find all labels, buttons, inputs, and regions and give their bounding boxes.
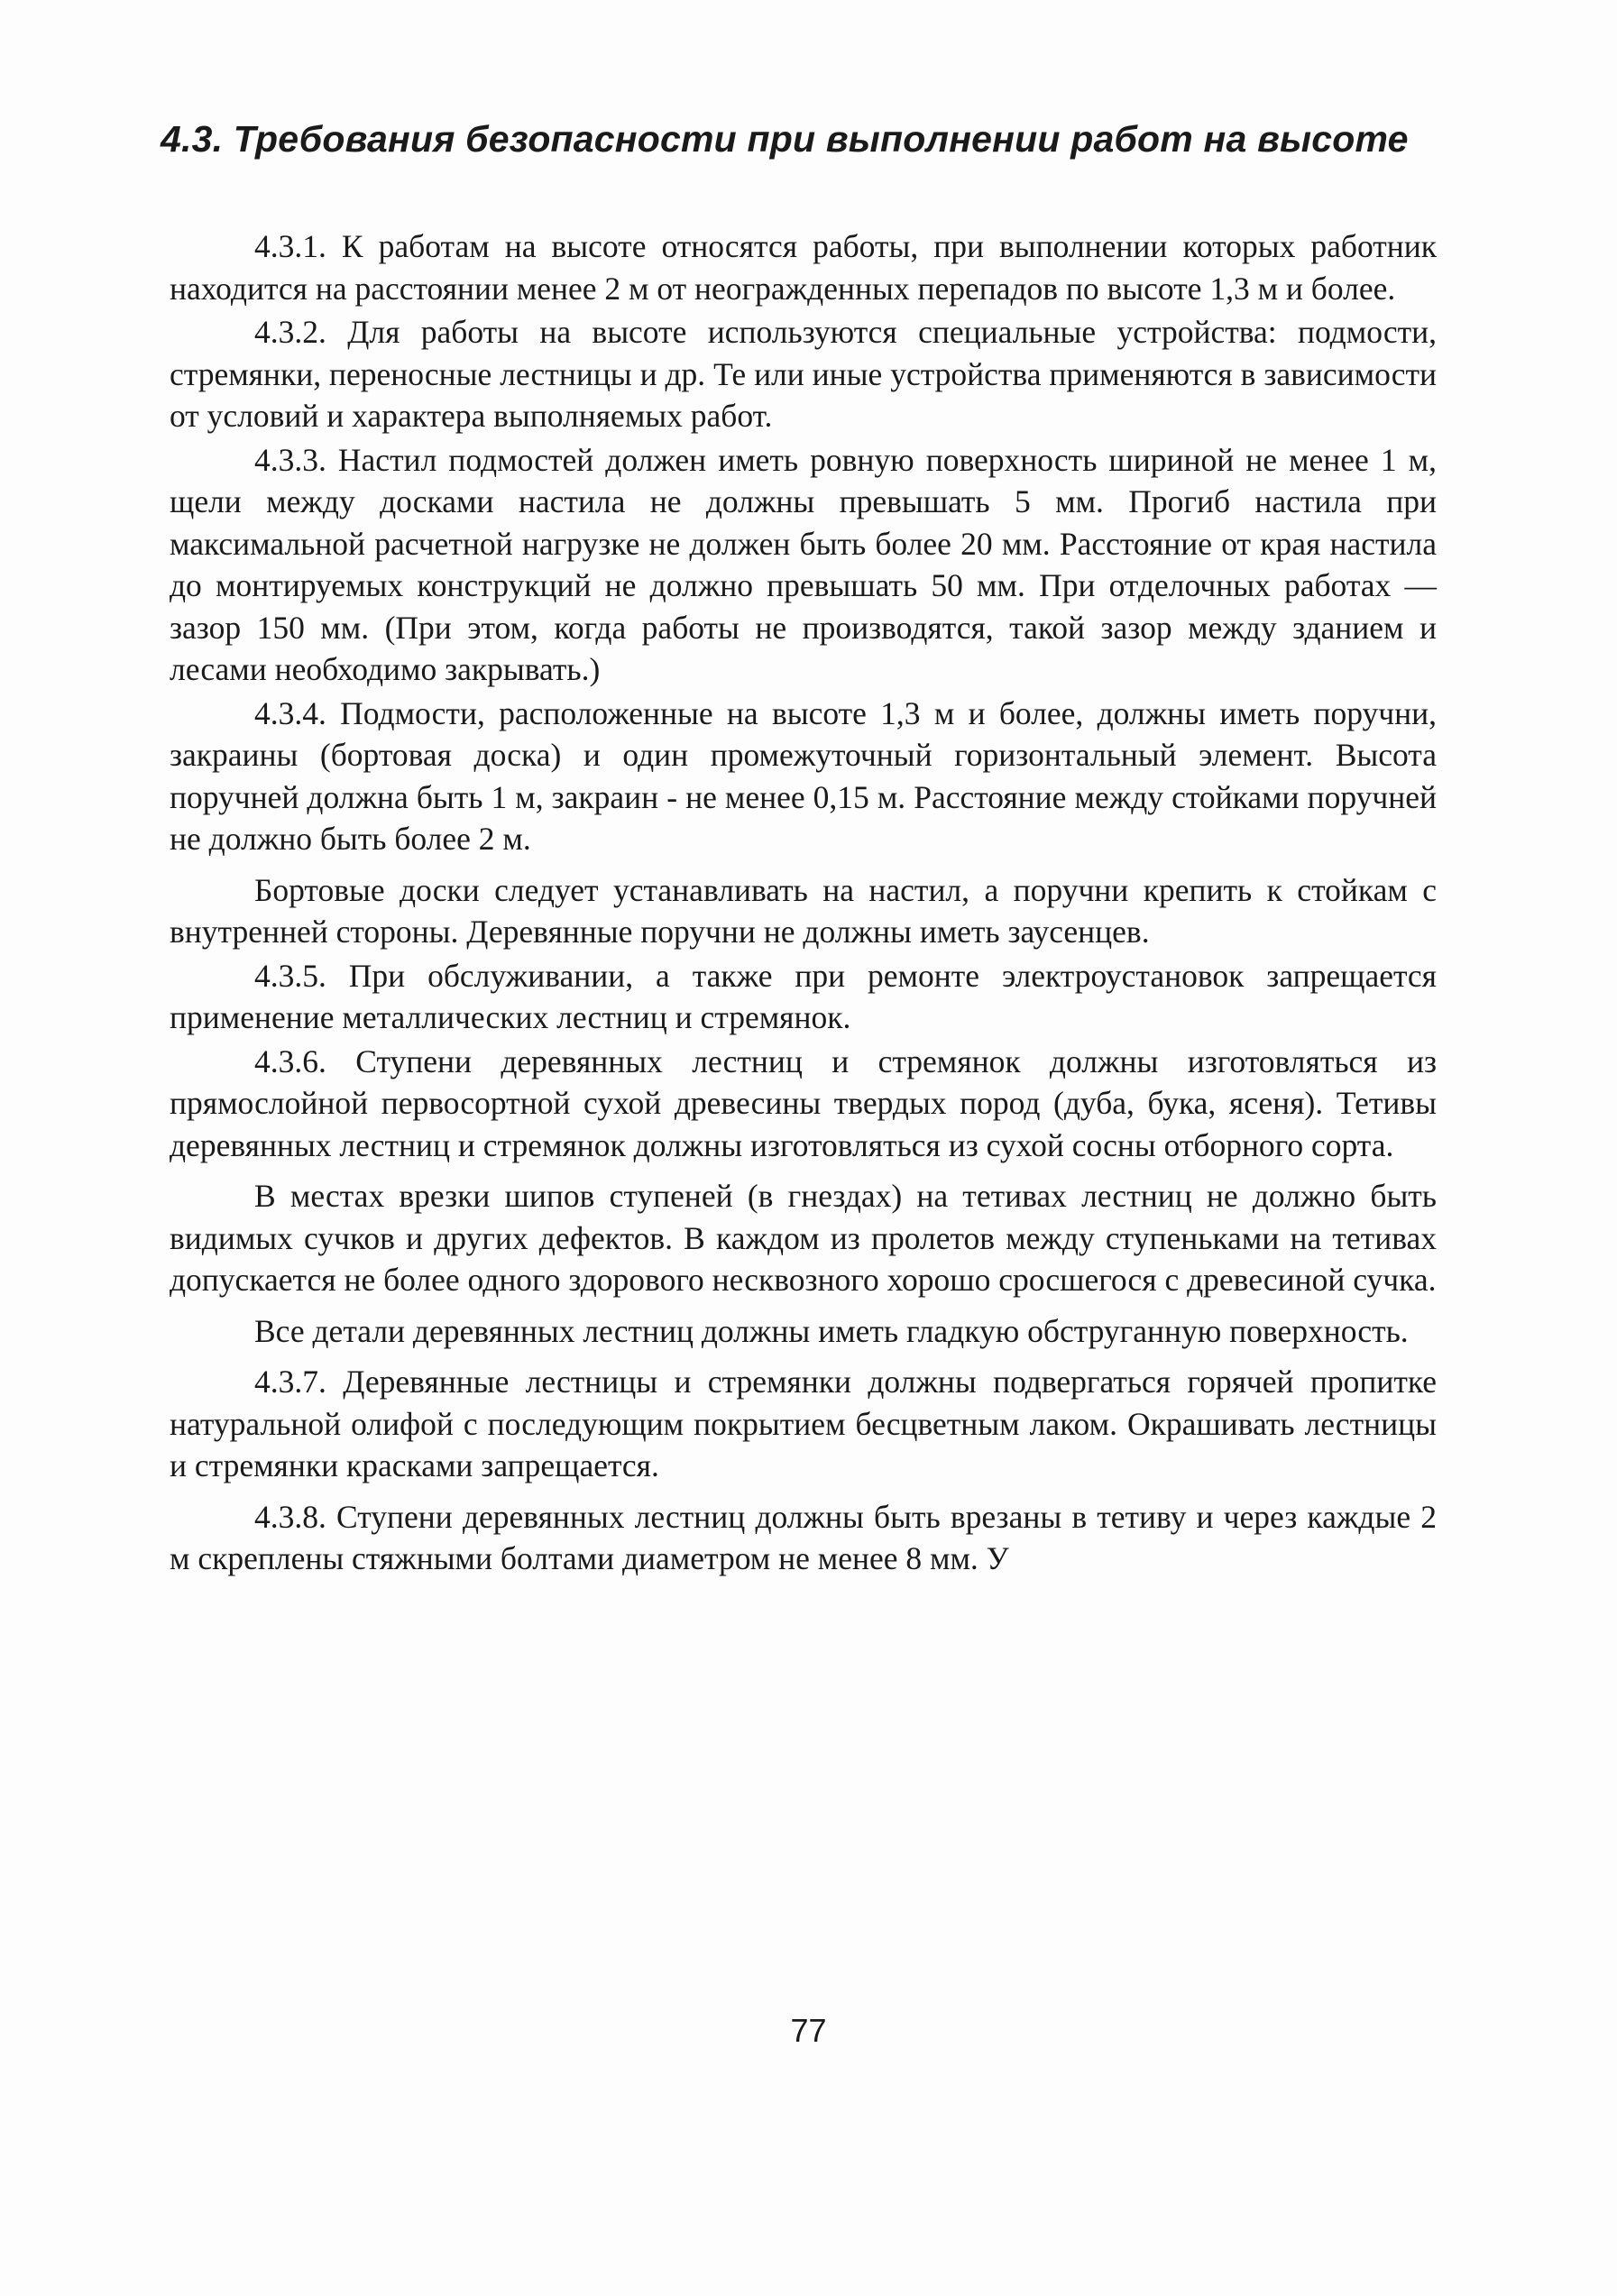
paragraph-4-3-6: 4.3.6. Ступени деревянных лестниц и стремянок должны изготовляться из прямослойной первосортной сухой древесины твердых пород (дуба, бука, ясеня). Тетивы деревянных лестниц и стремянок должны изготовляться из сухой сосны отборного сорта. bbox=[170, 1042, 1437, 1163]
paragraph-4-3-3: 4.3.3. Настил подмостей должен иметь ровную поверхность шириной не менее 1 м, щели между досками настила не должны превышать 5 мм. Прогиб настила при максимальной расчетной нагрузке не должен быть более 20 мм. Расстояние от края настила до монтируемых конструкций не должно превышать 50 мм. При отделочных работах — зазор 150 мм. (При этом, когда работы не производятся, такой зазор между зданием и лесами необходимо закрывать.) bbox=[170, 441, 1437, 687]
page-content bbox=[161, 115, 1437, 1582]
page-number: 77 bbox=[790, 2012, 827, 2049]
paragraph-4-3-5: 4.3.5. При обслуживании, а также при ремонте электроустановок запрещается применение металлических лестниц и стремянок. bbox=[170, 957, 1437, 1035]
paragraph-4-3-8: 4.3.8. Ступени деревянных лестниц должны быть врезаны в тетиву и через каждые 2 м скреплены стяжными болтами диаметром не менее 8 мм. У bbox=[170, 1498, 1437, 1576]
paragraph-smooth-surface: Все детали деревянных лестниц должны иметь гладкую обструганную поверхность. bbox=[254, 1312, 1409, 1349]
paragraph-4-3-1: 4.3.1. К работам на высоте относятся работы, при выполнении которых работник находится на расстоянии менее 2 м от неогражденных перепадов по высоте 1,3 м и более. bbox=[170, 228, 1437, 307]
paragraph-tenon-slots: В местах врезки шипов ступеней (в гнездах) на тетивах лестниц не должно быть видимых сучков и других дефектов. В каждом из пролетов между ступеньками на тетивах допускается не более одного здорового несквозного хорошо сросшегося с древесиной сучка. bbox=[170, 1178, 1437, 1298]
paragraph-side-boards: Бортовые доски следует устанавливать на настил, а поручни крепить к стойкам с внутренней стороны. Деревянные поручни не должны иметь заусенцев. bbox=[170, 871, 1437, 950]
paragraph-4-3-2: 4.3.2. Для работы на высоте используются специальные устройства: подмости, стремянки, переносные лестницы и др. Те или иные устройства применяются в зависимости от условий и характера выполняемых работ. bbox=[170, 314, 1437, 434]
paragraph-4-3-7: 4.3.7. Деревянные лестницы и стремянки должны подвергаться горячей пропитке натуральной олифой с последующим покрытием бесцветным лаком. Окрашивать лестницы и стремянки красками запрещается. bbox=[170, 1364, 1437, 1483]
paragraph-4-3-4: 4.3.4. Подмости, расположенные на высоте 1,3 м и более, должны иметь поручни, закраины (бортовая доска) и один промежуточный горизонтальный элемент. Высота поручней должна быть 1 м, закраин - не менее 0,15 м. Расстояние между стойками поручней не должно быть более 2 м. bbox=[170, 694, 1437, 857]
section-heading: 4.3. Требования безопасности при выполнении работ на высоте bbox=[161, 118, 1409, 160]
